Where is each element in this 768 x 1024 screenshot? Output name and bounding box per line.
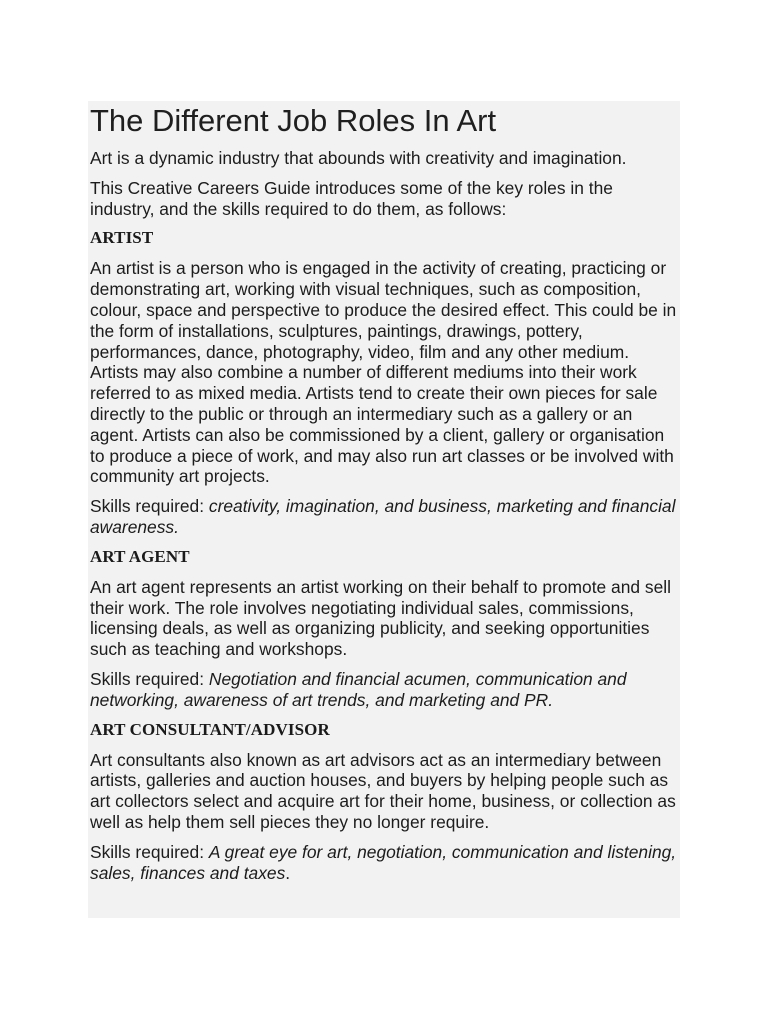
section-heading-artist: ARTIST bbox=[90, 228, 154, 248]
skills-list: A great eye for art, negotiation, communication and listening, sales, finances and taxes bbox=[90, 841, 677, 883]
skills-label: Skills required: bbox=[90, 841, 209, 862]
skills-list: Negotiation and financial acumen, communication and networking, awareness of art trends, and marketing and PR. bbox=[90, 668, 627, 710]
skills-label: Skills required: bbox=[90, 496, 209, 517]
section-body-artist: An artist is a person who is engaged in the activity of creating, practicing or demonstrating art, working with visual techniques, such as composition, colour, space and perspective to produce the desired effect. This could be in the form of installations, sculptures, paintings, drawings, pottery, performances, dance, photography, video, film and any other medium. Artists may also combine a number of different mediums into their work referred to as mixed media. Artists tend to create their own pieces for sale directly to the public or through an intermediary such as a gallery or an agent. Artists can also be commissioned by a client, gallery or organisation to produce a piece of work, and may also run art classes or be involved with community art projects. bbox=[90, 258, 677, 487]
skills-required-artist bbox=[90, 496, 680, 538]
document-content-box bbox=[88, 101, 680, 918]
section-heading-art-consultant: ART CONSULTANT/ADVISOR bbox=[90, 719, 330, 739]
section-body-art-consultant: Art consultants also known as art advisors act as an intermediary between artists, galleries and auction houses, and buyers by helping people such as art collectors select and acquire art for their home, business, or collection as well as help them sell pieces they no longer require. bbox=[90, 749, 676, 832]
skills-label: Skills required: bbox=[90, 668, 209, 689]
intro-paragraph-1: Art is a dynamic industry that abounds with creativity and imagination. bbox=[90, 148, 627, 168]
skills-list: creativity, imagination, and business, marketing and financial awareness. bbox=[90, 496, 676, 537]
skills-required-art-agent bbox=[90, 669, 680, 711]
page-title: The Different Job Roles In Art bbox=[90, 103, 497, 138]
skills-end-punctuation: . bbox=[285, 862, 291, 883]
section-body-art-agent: An art agent represents an artist working on their behalf to promote and sell their work. The role involves negotiating individual sales, commissions, licensing deals, as well as organizing publicity, and seeking opportunities such as teaching and workshops. bbox=[90, 576, 671, 660]
skills-required-art-consultant bbox=[90, 842, 680, 884]
document-body bbox=[90, 103, 680, 892]
section-heading-art-agent: ART AGENT bbox=[90, 546, 190, 566]
intro-paragraph-2: This Creative Careers Guide introduces some of the key roles in the industry, and the skills required to do them, as follows: bbox=[90, 177, 613, 219]
